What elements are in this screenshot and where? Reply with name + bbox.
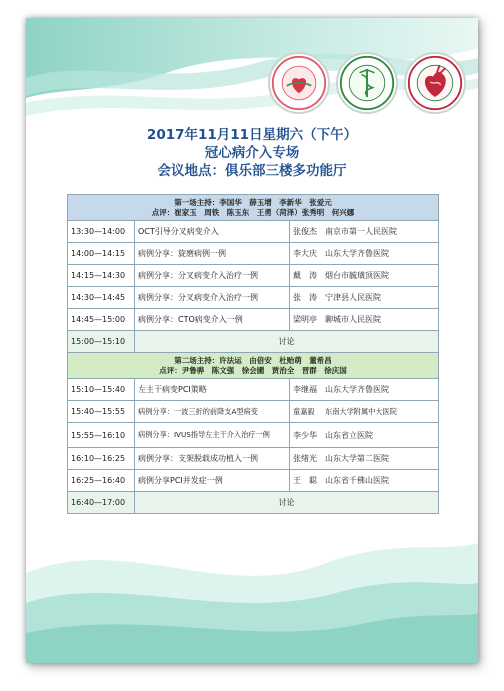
session2-hosts: 第二场主持：许法运 由倍安 杜贻萌 董希昌	[174, 355, 332, 365]
topic-cell: OCT引导分叉病变介入	[135, 221, 290, 243]
topic-cell: 病例分享：支架脱载成功植入一例	[135, 448, 290, 470]
table-row	[68, 401, 439, 423]
bottom-wave-decoration	[26, 513, 478, 663]
venue-line: 会议地点：俱乐部三楼多功能厅	[157, 163, 347, 179]
speaker-hospital: 山东省立医院	[325, 430, 373, 440]
medical-caduceus-seal-icon	[336, 52, 398, 114]
speaker-name: 王 聪	[293, 476, 317, 485]
session2-reviewers: 点评：尹鲁骅 陈文强 徐会圃 贾治全 晋群 徐庆国	[159, 365, 347, 375]
agenda-page	[26, 18, 478, 663]
topic-cell: 病例分享：分叉病变介入治疗一例	[135, 287, 290, 309]
table-row	[68, 379, 439, 401]
topic-cell: 病例分享：旋磨病例一例	[135, 243, 290, 265]
time-cell: 16:25—16:40	[68, 470, 135, 492]
speaker-cell	[290, 423, 439, 448]
session1-reviewers: 点评：崔家玉 周铁 陈玉东 王勇（菏泽）张秀明 何兴娜	[151, 207, 355, 217]
time-cell: 16:40—17:00	[68, 492, 135, 514]
speaker-hospital: 宁津县人民医院	[325, 293, 381, 302]
time-cell: 14:15—14:30	[68, 265, 135, 287]
table-row	[68, 309, 439, 331]
agenda-header	[26, 126, 478, 180]
logo-group	[268, 48, 468, 118]
speaker-hospital: 山东大学齐鲁医院	[325, 385, 389, 394]
table-row	[68, 265, 439, 287]
speaker-hospital: 聊城市人民医院	[325, 315, 381, 324]
table-row	[68, 423, 439, 448]
association-seal-icon	[268, 52, 330, 114]
time-cell: 15:40—15:55	[68, 401, 135, 423]
time-cell: 15:00—15:10	[68, 331, 135, 353]
speaker-name: 张 涛	[293, 293, 317, 302]
speaker-cell	[290, 401, 439, 423]
speaker-name: 梁明亭	[293, 315, 317, 324]
speaker-cell	[290, 379, 439, 401]
time-cell: 16:10—16:25	[68, 448, 135, 470]
speaker-name: 李继福	[293, 385, 317, 394]
schedule-table	[67, 194, 439, 514]
topic-cell: 病例分享：CTO病变介入一例	[135, 309, 290, 331]
time-cell: 14:30—14:45	[68, 287, 135, 309]
speaker-name: 李少华	[293, 430, 317, 440]
speaker-cell	[290, 309, 439, 331]
table-row	[68, 470, 439, 492]
table-row	[68, 287, 439, 309]
discussion-row	[68, 331, 439, 353]
topic-cell: 左主干病变PCI策略	[135, 379, 290, 401]
speaker-hospital: 烟台市毓璜顶医院	[325, 271, 389, 280]
time-cell: 13:30—14:00	[68, 221, 135, 243]
table-row	[68, 448, 439, 470]
topic-cell: 病例分享：一波三折的前降支A型病变	[135, 401, 290, 423]
speaker-hospital: 东南大学附属中大医院	[325, 406, 397, 416]
discussion-label: 讨论	[135, 331, 439, 353]
speaker-cell	[290, 470, 439, 492]
discussion-label: 讨论	[135, 492, 439, 514]
session1-hosts: 第一场主持：李国华 薛玉增 李新华 张爱元	[174, 197, 332, 207]
speaker-hospital: 山东大学齐鲁医院	[325, 249, 389, 258]
speaker-cell	[290, 448, 439, 470]
topic-cell: 病例分享PCI并发症一例	[135, 470, 290, 492]
speaker-hospital: 山东大学第二医院	[325, 454, 389, 463]
topic-cell: 病例分享：分叉病变介入治疗一例	[135, 265, 290, 287]
speaker-cell	[290, 287, 439, 309]
date-line: 2017年11月11日星期六（下午）	[146, 127, 358, 143]
topic-cell: 病例分享：IVUS指导左主干介入治疗一例	[135, 423, 290, 448]
time-cell: 14:45—15:00	[68, 309, 135, 331]
speaker-cell	[290, 221, 439, 243]
table-row	[68, 243, 439, 265]
speaker-name: 张绪光	[293, 454, 317, 463]
speaker-cell	[290, 265, 439, 287]
session2-hosts-row	[68, 353, 439, 379]
time-cell: 14:00—14:15	[68, 243, 135, 265]
speaker-hospital: 南京市第一人民医院	[325, 227, 397, 236]
speaker-name: 张俊杰	[293, 227, 317, 236]
speaker-name: 戴 涛	[293, 271, 317, 280]
session1-hosts-row	[68, 195, 439, 221]
heart-seal-icon	[404, 52, 466, 114]
speaker-name: 童嘉毅	[293, 406, 315, 416]
speaker-hospital: 山东省千佛山医院	[325, 476, 389, 485]
speaker-name: 李大庆	[293, 249, 317, 258]
speaker-cell	[290, 243, 439, 265]
table-row	[68, 221, 439, 243]
discussion-row	[68, 492, 439, 514]
session-title: 冠心病介入专场	[204, 145, 300, 161]
time-cell: 15:10—15:40	[68, 379, 135, 401]
time-cell: 15:55—16:10	[68, 423, 135, 448]
